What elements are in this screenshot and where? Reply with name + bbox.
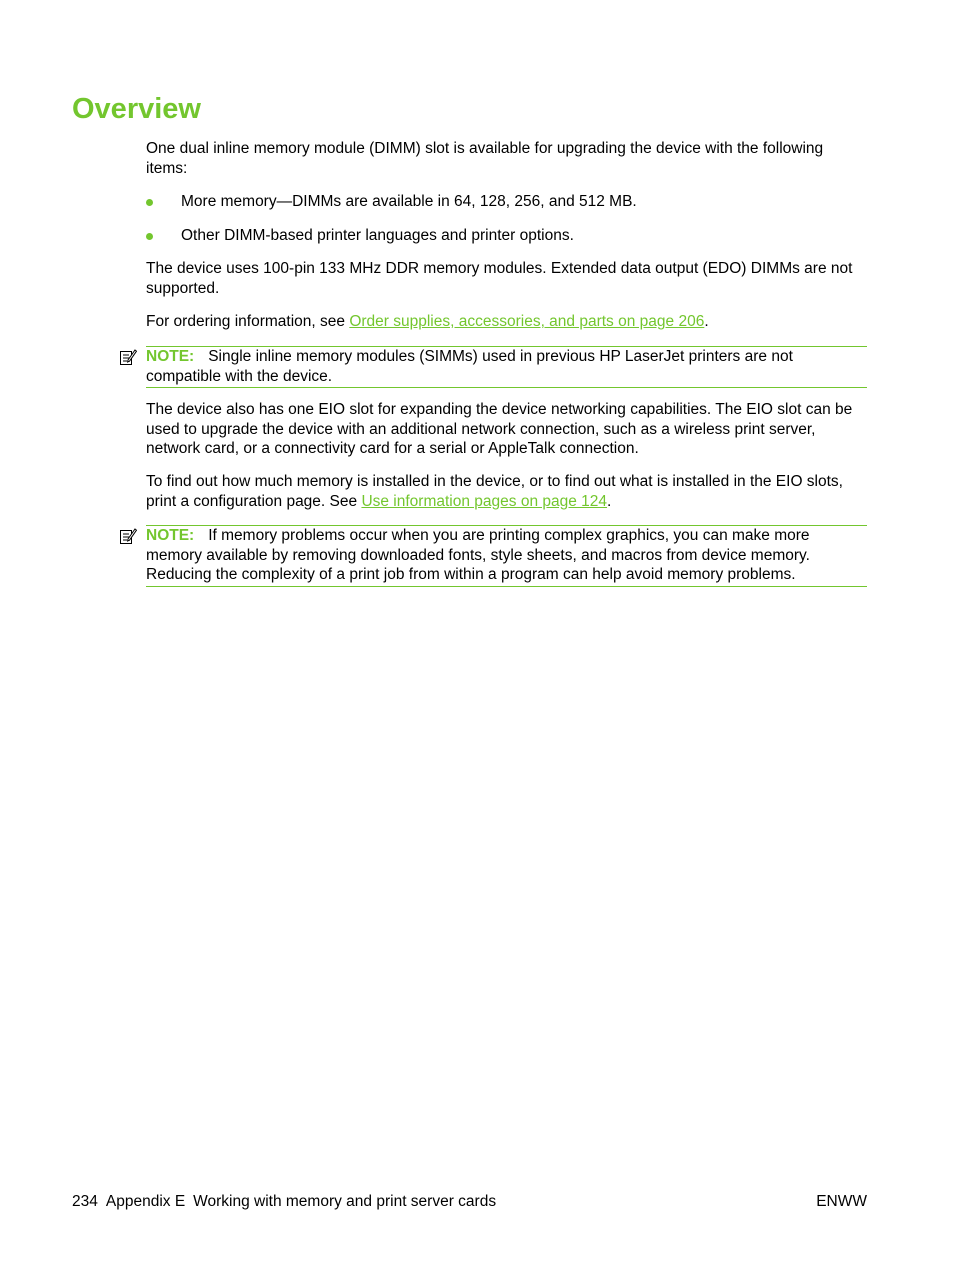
note-pencil-icon <box>119 527 137 545</box>
note-label: NOTE: <box>146 527 195 544</box>
config-paragraph <box>146 472 868 511</box>
intro-paragraph: One dual inline memory module (DIMM) slot is available for upgrading the device with the following items: <box>146 140 824 177</box>
config-suffix: . <box>607 492 612 510</box>
modules-paragraph: The device uses 100-pin 133 MHz DDR memory modules. Extended data output (EDO) DIMMs are not supported. <box>146 260 853 297</box>
note-box <box>146 525 867 587</box>
footer-chapter: Working with memory and print server cards <box>193 1193 497 1210</box>
footer-code: ENWW <box>816 1193 867 1210</box>
ordering-paragraph <box>146 312 868 332</box>
note-label: NOTE: <box>146 348 195 365</box>
ordering-suffix: . <box>704 313 709 330</box>
eio-paragraph: The device also has one EIO slot for expanding the device networking capabilities. The EIO slot can be used to upgrade the device with an additional network connection, such as a wireless print server, network card, or a connectivity card for a serial or AppleTalk connection. <box>146 401 853 457</box>
config-link[interactable]: Use information pages on page 124 <box>361 492 608 510</box>
note-box <box>146 346 867 388</box>
footer-page-number: 234 <box>72 1193 98 1210</box>
ordering-link[interactable]: Order supplies, accessories, and parts on page 206 <box>349 313 705 330</box>
list-item-text: Other DIMM-based printer languages and printer options. <box>181 227 574 244</box>
ordering-prefix: For ordering information, see <box>146 313 350 330</box>
note-text: If memory problems occur when you are printing complex graphics, you can make more memory available by removing downloaded fonts, style sheets, and macros from device memory. Reducing the complexity of a print job from within a program can help avoid memory problems. <box>146 527 810 583</box>
footer-appendix: Appendix E <box>105 1193 186 1210</box>
bullet-dot-icon <box>146 233 153 240</box>
bullet-dot-icon <box>146 199 153 206</box>
page-title: Overview <box>72 93 201 125</box>
note-pencil-icon <box>119 348 137 366</box>
footer-left <box>72 1193 496 1211</box>
config-prefix: To find out how much memory is installed in the device, or to find out what is installed in the EIO slots, print a configuration page. See <box>146 473 843 510</box>
note-text: Single inline memory modules (SIMMs) used in previous HP LaserJet printers are not compatible with the device. <box>146 348 793 385</box>
list-item-text: More memory—DIMMs are available in 64, 128, 256, and 512 MB. <box>181 193 637 210</box>
